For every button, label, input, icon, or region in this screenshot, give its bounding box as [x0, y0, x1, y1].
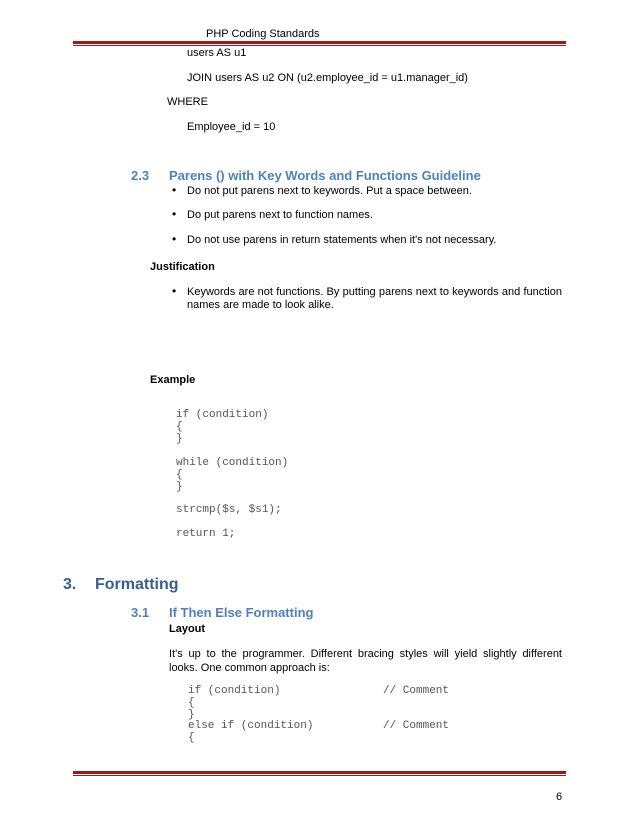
code-line: Employee_id = 10	[187, 121, 276, 133]
code-line: }	[176, 481, 183, 493]
code-line: {	[176, 421, 183, 433]
code-comment: // Comment	[383, 685, 450, 697]
justification-text: Keywords are not functions. By putting parens next to keywords and function names are made to look alike.	[187, 286, 562, 311]
paragraph: It's up to the programmer. Different bracing styles will yield slightly different looks. One common approach is:	[169, 648, 562, 674]
code-line: WHERE	[167, 96, 208, 108]
list-item: Do not use parens in return statements when it's not necessary.	[187, 234, 497, 246]
code-line: if (condition)	[176, 409, 269, 421]
section-title: Parens () with Key Words and Functions Guideline	[169, 168, 481, 183]
code-line: return 1;	[176, 528, 236, 540]
bullet-icon: •	[172, 183, 177, 197]
justification-label: Justification	[150, 261, 215, 273]
example-label: Example	[150, 374, 196, 386]
bullet-icon: •	[172, 232, 177, 246]
section-number: 2.3	[131, 168, 150, 183]
layout-label: Layout	[169, 623, 206, 635]
code-line: {	[176, 469, 183, 481]
footer-rule	[73, 771, 566, 776]
code-line: }	[188, 709, 195, 721]
code-line: else if (condition)	[188, 720, 314, 732]
chapter-number: 3.	[63, 576, 77, 593]
page-number: 6	[556, 791, 563, 803]
header-rule	[73, 41, 566, 46]
code-comment: // Comment	[383, 720, 450, 732]
bullet-icon: •	[172, 284, 177, 298]
bullet-icon: •	[172, 207, 177, 221]
code-line: {	[188, 732, 195, 744]
section-title: If Then Else Formatting	[169, 605, 314, 620]
code-line: strcmp($s, $s1);	[176, 504, 282, 516]
code-line: users AS u1	[187, 47, 247, 59]
list-item: Do put parens next to function names.	[187, 209, 373, 221]
header-title: PHP Coding Standards	[206, 28, 320, 40]
list-item: Do not put parens next to keywords. Put a space between.	[187, 185, 472, 197]
code-line: if (condition)	[188, 685, 281, 697]
section-number: 3.1	[131, 605, 150, 620]
code-line: while (condition)	[176, 457, 289, 469]
code-line: }	[176, 433, 183, 445]
code-line: {	[188, 697, 195, 709]
code-line: JOIN users AS u2 ON (u2.employee_id = u1.manager_id)	[187, 72, 468, 84]
chapter-title: Formatting	[95, 576, 179, 593]
